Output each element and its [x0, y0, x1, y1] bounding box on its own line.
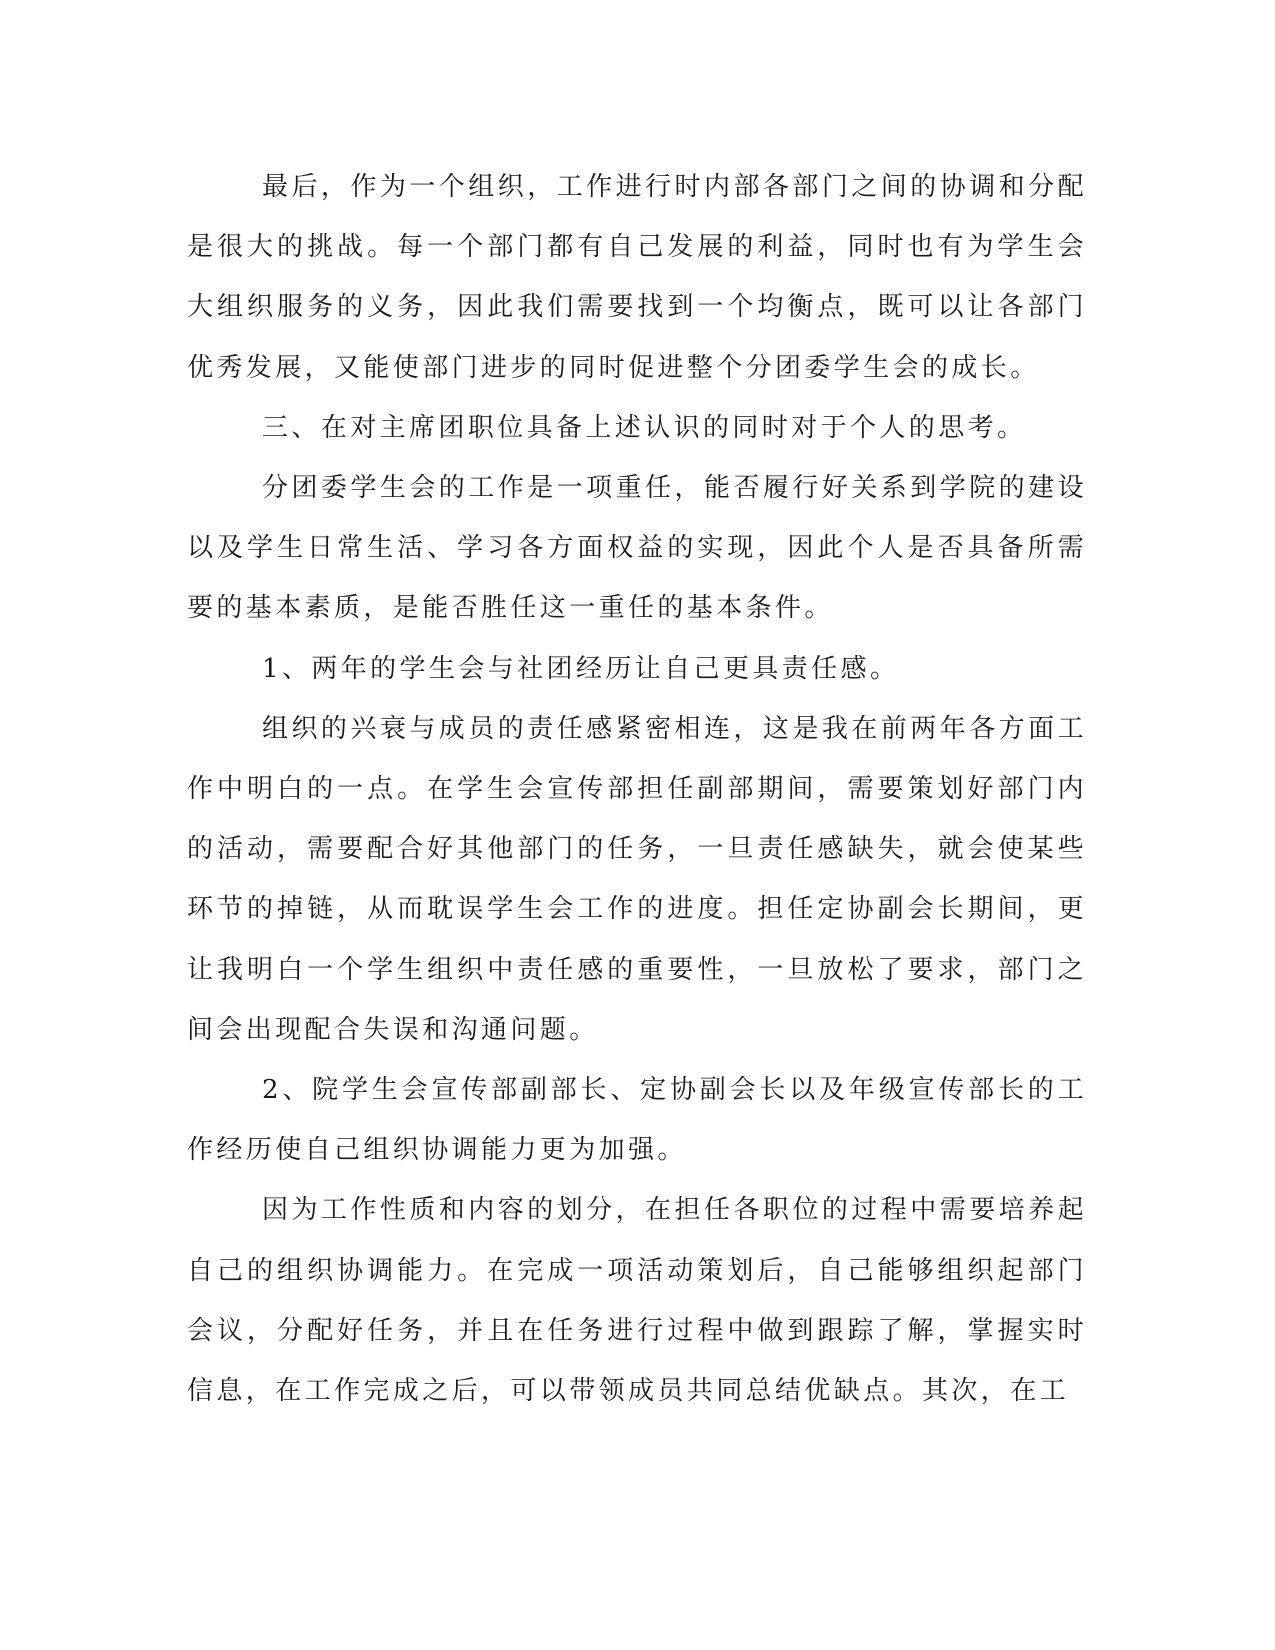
- paragraph-coordination-ability: 因为工作性质和内容的划分，在担任各职位的过程中需要培养起自己的组织协调能力。在完成一项活动策划后，自己能够组织起部门会议，分配好任务，并且在任务进行过程中做到跟踪了解，掌握实时信息，在工作完成之后，可以带领成员共同总结优缺点。其次，在工: [187, 1195, 1087, 1407]
- paragraph-point-one-heading: 1、两年的学生会与社团经历让自己更具责任感。: [262, 653, 900, 684]
- document-body: [187, 157, 1087, 1421]
- paragraph-responsibility-importance: 分团委学生会的工作是一项重任，能否履行好关系到学院的建设以及学生日常生活、学习各方面权益的实现，因此个人是否具备所需要的基本素质，是能否胜任这一重任的基本条件。: [187, 473, 1087, 624]
- paragraph-point-two-heading: 2、院学生会宣传部副部长、定协副会长以及年级宣传部长的工作经历使自己组织协调能力更为加强。: [187, 1075, 1087, 1166]
- paragraph-coordination-challenge: 最后，作为一个组织，工作进行时内部各部门之间的协调和分配是很大的挑战。每一个部门都有自己发展的利益，同时也有为学生会大组织服务的义务，因此我们需要找到一个均衡点，既可以让各部门优秀发展，又能使部门进步的同时促进整个分团委学生会的成长。: [187, 172, 1087, 383]
- paragraph-section-three-heading: 三、在对主席团职位具备上述认识的同时对于个人的思考。: [262, 412, 1027, 443]
- paragraph-responsibility-experience: 组织的兴衰与成员的责任感紧密相连，这是我在前两年各方面工作中明白的一点。在学生会宣传部担任副部期间，需要策划好部门内的活动，需要配合好其他部门的任务，一旦责任感缺失，就会使某些环节的掉链，从而耽误学生会工作的进度。担任定协副会长期间，更让我明白一个学生组织中责任感的重要性，一旦放松了要求，部门之间会出现配合失误和沟通问题。: [187, 713, 1087, 1045]
